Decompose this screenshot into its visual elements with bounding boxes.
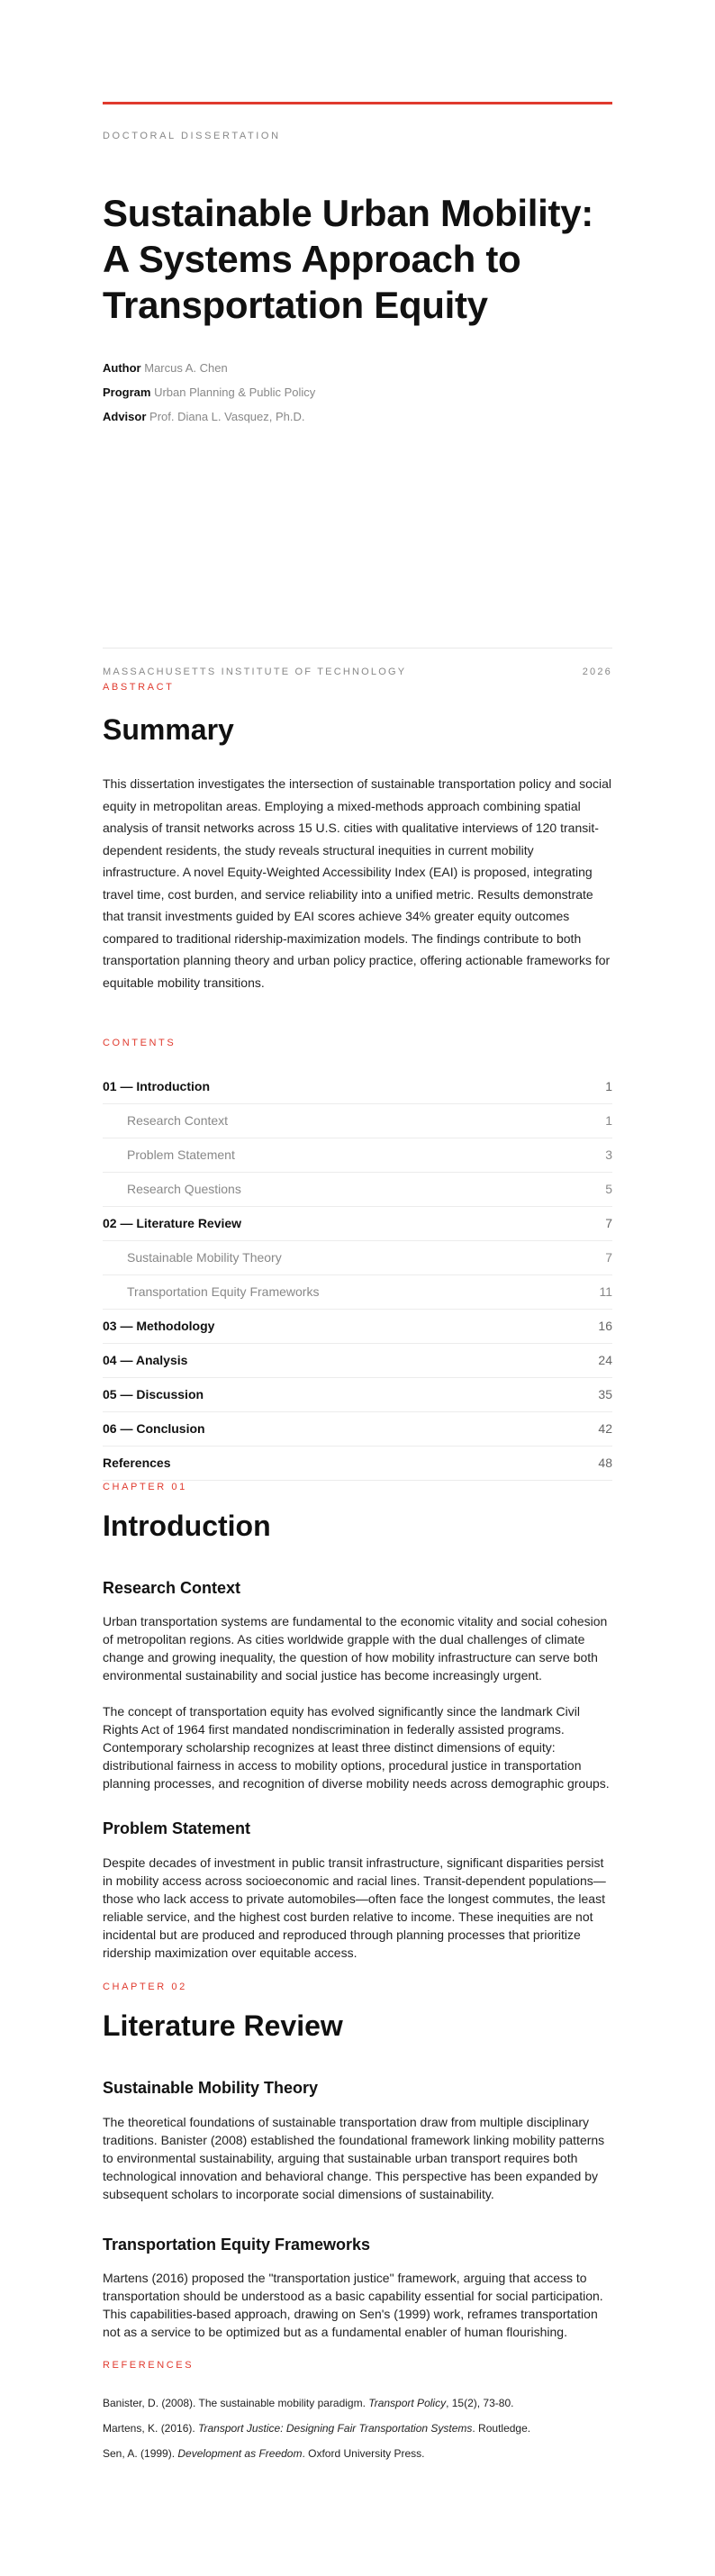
toc-item[interactable] xyxy=(103,1377,612,1412)
cover-accent-rule xyxy=(103,102,612,104)
reference-text: Sen, A. (1999). xyxy=(103,2447,178,2460)
program-line xyxy=(103,385,612,400)
abstract-heading: Summary xyxy=(103,713,234,746)
chapter-1-heading-wrap xyxy=(103,1509,612,1543)
toc-item-page: 1 xyxy=(605,1113,612,1128)
problem-statement-heading-wrap xyxy=(103,1819,612,1838)
toc-item[interactable] xyxy=(103,1103,612,1138)
toc-item-label: Research Context xyxy=(127,1113,229,1128)
reference-entry xyxy=(103,2396,612,2410)
author-value: Marcus A. Chen xyxy=(144,361,228,375)
chapter-1-eyebrow: CHAPTER 01 xyxy=(103,1482,187,1492)
toc-item-label: 04 — Analysis xyxy=(103,1353,188,1367)
abstract-eyebrow: ABSTRACT xyxy=(103,682,175,693)
toc-item-page: 5 xyxy=(605,1182,612,1196)
toc-item-page: 48 xyxy=(598,1456,612,1470)
toc-item-page: 11 xyxy=(599,1284,612,1299)
reference-source: . Routledge. xyxy=(472,2422,531,2435)
chapter-2-eyebrow: CHAPTER 02 xyxy=(103,1982,187,1992)
reference-source: , 15(2), 73-80. xyxy=(446,2397,514,2409)
equity-frameworks-heading-wrap xyxy=(103,2235,612,2254)
toc-item[interactable] xyxy=(103,1446,612,1481)
toc-item-page: 42 xyxy=(598,1421,612,1436)
toc-item[interactable] xyxy=(103,1343,612,1378)
abstract-text: This dissertation investigates the intersection of sustainable transportation policy and social equity in metropolitan areas. Employing a mixed-methods approach combining spatial analysis of transit networks across 15 U.S. cities with qualitative interviews of 120 transit-dependent residents, the study reveals structural inequities in current mobility infrastructure. A novel Equity-Weighted Accessibility Index (EAI) is proposed, integrating travel time, cost burden, and service reliability into a unified metric. Results demonstrate that transit investments guided by EAI scores achieve 34% greater equity outcomes compared to traditional ridership-maximization models. The findings contribute to both transportation planning theory and urban policy practice, offering actionable frameworks for equitable mobility transitions. xyxy=(103,776,611,990)
title-line-2: A Systems Approach to xyxy=(103,238,521,280)
toc-item[interactable] xyxy=(103,1240,612,1275)
toc-item-page: 3 xyxy=(605,1147,612,1162)
toc-item-label: 05 — Discussion xyxy=(103,1387,204,1401)
toc-item-label: 02 — Literature Review xyxy=(103,1216,242,1230)
toc-item[interactable] xyxy=(103,1206,612,1241)
toc-item-label: Sustainable Mobility Theory xyxy=(127,1250,282,1265)
chapter-1-heading: Introduction xyxy=(103,1510,271,1542)
program-label: Program xyxy=(103,385,151,399)
title-line-3: Transportation Equity xyxy=(103,284,488,326)
toc-item-label: Problem Statement xyxy=(127,1147,235,1162)
toc-item[interactable] xyxy=(103,1274,612,1310)
toc-item[interactable] xyxy=(103,1138,612,1173)
toc-item-page: 7 xyxy=(605,1250,612,1265)
toc-item[interactable] xyxy=(103,1411,612,1447)
toc-item-page: 24 xyxy=(598,1353,612,1367)
reference-entry xyxy=(103,2421,612,2435)
advisor-label: Advisor xyxy=(103,410,147,423)
reference-text: Martens, K. (2016). xyxy=(103,2422,199,2435)
reference-text: Banister, D. (2008). The sustainable mobility paradigm. xyxy=(103,2397,369,2409)
author-label: Author xyxy=(103,361,141,375)
research-context-p1 xyxy=(103,1612,612,1684)
chapter-2-heading-wrap xyxy=(103,2009,612,2043)
problem-statement-heading: Problem Statement xyxy=(103,1819,251,1837)
reference-entry xyxy=(103,2446,612,2461)
toc-item-page: 1 xyxy=(605,1079,612,1093)
equity-frameworks-text: Martens (2016) proposed the "transportation justice" framework, arguing that access to transportation should be understood as a basic capability essential for social participation. This capabilities-based approach, drawing on Sen's (1999) work, reframes transportation not as a service to be optimized but as a fundamental enabler of human flourishing. xyxy=(103,2271,603,2339)
author-line xyxy=(103,361,612,376)
toc-item-label: Research Questions xyxy=(127,1182,241,1196)
problem-statement-p1 xyxy=(103,1854,612,1962)
chapter-2-heading: Literature Review xyxy=(103,2009,343,2042)
toc-item-label: References xyxy=(103,1456,171,1470)
equity-frameworks-heading: Transportation Equity Frameworks xyxy=(103,2236,371,2254)
research-context-text-2: The concept of transportation equity has evolved significantly since the landmark Civil Rights Act of 1964 first mandated nondiscrimination in federally assisted programs. Contemporary scholarship recognizes at least three distinct dimensions of equity: distributional fairness in access to mobility options, procedural justice in transportation planning processes, and recognition of diverse mobility needs across demographic groups. xyxy=(103,1704,610,1791)
references-eyebrow: REFERENCES xyxy=(103,2360,195,2371)
abstract-heading-wrap xyxy=(103,712,612,747)
sustainable-mobility-text: The theoretical foundations of sustainable transportation draw from multiple disciplinary traditions. Banister (2008) established the foundational framework linking mobility patterns to environmental sustainability, arguing that sustainable urban transport requires both technological innovation and behavioral change. This perspective has been expanded by subsequent scholars to incorporate social dimensions of sustainability. xyxy=(103,2115,605,2201)
equity-frameworks-p1 xyxy=(103,2269,612,2341)
cover-divider xyxy=(103,648,612,649)
reference-title: Transport Policy xyxy=(368,2397,447,2409)
reference-source: . Oxford University Press. xyxy=(302,2447,425,2460)
sustainable-mobility-p1 xyxy=(103,2113,612,2203)
program-value: Urban Planning & Public Policy xyxy=(154,385,316,399)
toc-item[interactable] xyxy=(103,1069,612,1104)
sustainable-mobility-heading-wrap xyxy=(103,2078,612,2098)
toc-item-page: 16 xyxy=(598,1319,612,1333)
reference-title: Development as Freedom xyxy=(177,2447,303,2460)
research-context-text-1: Urban transportation systems are fundamental to the economic vitality and social cohesion of metropolitan regions. As cities worldwide grapple with the dual challenges of climate change and growing inequality, the question of how mobility infrastructure can serve both environmental sustainability and social justice has become increasingly urgent. xyxy=(103,1614,608,1683)
sustainable-mobility-heading: Sustainable Mobility Theory xyxy=(103,2079,319,2097)
problem-statement-text: Despite decades of investment in public transit infrastructure, significant disparities persist in mobility access across socioeconomic and racial lines. Transit-dependent populations—those who lack access to private automobiles—often face the longest commutes, the least reliable service, and the highest cost burden relative to income. These inequities are not incidental but are produced and reproduced through planning processes that prioritize ridership maximization over equitable access. xyxy=(103,1855,606,1960)
reference-title: Transport Justice: Designing Fair Transportation Systems xyxy=(198,2422,473,2435)
research-context-heading: Research Context xyxy=(103,1579,241,1597)
advisor-value: Prof. Diana L. Vasquez, Ph.D. xyxy=(149,410,305,423)
toc-item-page: 7 xyxy=(605,1216,612,1230)
toc-item-page: 35 xyxy=(598,1387,612,1401)
advisor-line xyxy=(103,410,612,424)
contents-eyebrow: CONTENTS xyxy=(103,1038,176,1048)
toc-item-label: Transportation Equity Frameworks xyxy=(127,1284,320,1299)
institution-row xyxy=(103,667,612,677)
abstract-body xyxy=(103,773,612,993)
title-line-1: Sustainable Urban Mobility: xyxy=(103,192,593,234)
research-context-heading-wrap xyxy=(103,1578,612,1598)
research-context-p2 xyxy=(103,1702,612,1792)
institution-name: MASSACHUSETTS INSTITUTE OF TECHNOLOGY xyxy=(103,667,407,677)
toc-item[interactable] xyxy=(103,1309,612,1344)
toc-item-label: 01 — Introduction xyxy=(103,1079,210,1093)
toc-item-label: 03 — Methodology xyxy=(103,1319,215,1333)
toc-item-label: 06 — Conclusion xyxy=(103,1421,205,1436)
toc-item[interactable] xyxy=(103,1172,612,1207)
dissertation-title xyxy=(103,190,612,328)
cover-eyebrow: DOCTORAL DISSERTATION xyxy=(103,131,281,141)
publication-year: 2026 xyxy=(582,667,612,677)
